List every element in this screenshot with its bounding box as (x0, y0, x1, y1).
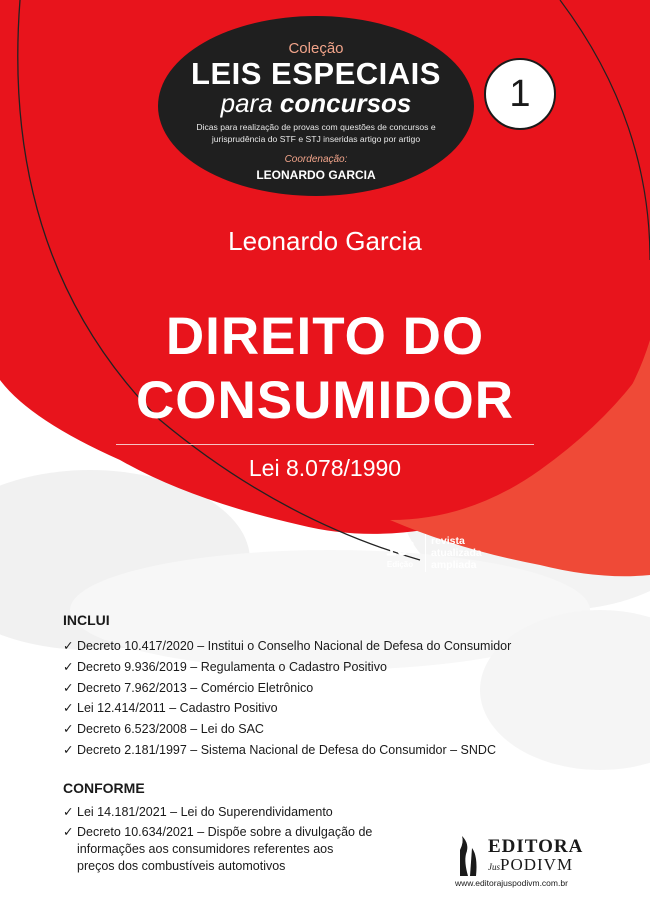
list-item-text: Decreto 10.417/2020 – Institui o Conselho Nacional de Defesa do Consumidor (77, 639, 512, 653)
list-item-text: Decreto 10.634/2021 – Dispõe sobre a divulgação de (77, 825, 373, 839)
list-item-text: Decreto 6.523/2008 – Lei do SAC (77, 722, 264, 737)
series-title-concursos: concursos (279, 88, 412, 118)
edition-note-ampliada: ampliada (431, 559, 477, 571)
publisher-url: www.editorajuspodivm.com.br (455, 878, 568, 888)
list-item-text: Lei 14.181/2021 – Lei do Superendividamento (77, 805, 333, 819)
publisher-name-podivm: PODIVM (500, 855, 574, 874)
edition-number-sup: a (407, 537, 415, 551)
check-icon: ✓ (63, 659, 74, 674)
list-item-text: preços dos combustíveis automotivos (77, 859, 286, 873)
series-colecao: Coleção (288, 40, 344, 57)
author-name: Leonardo Garcia (228, 226, 422, 256)
list-item (63, 698, 543, 719)
publisher-name-ius: Jus (488, 862, 500, 872)
book-title-line2: CONSUMIDOR (135, 371, 515, 430)
conforme-heading: CONFORME (63, 780, 145, 796)
coordination-label: Coordenação: (284, 154, 348, 165)
list-item (63, 636, 543, 657)
inclui-list (63, 636, 543, 761)
check-icon: ✓ (63, 805, 74, 819)
coordinator-name: LEONARDO GARCIA (256, 168, 376, 182)
series-title-para: para (220, 88, 273, 118)
check-icon: ✓ (63, 742, 74, 757)
book-title-line1: DIREITO DO (165, 307, 485, 366)
check-icon: ✓ (63, 722, 74, 737)
law-reference: Lei 8.078/1990 (248, 455, 402, 481)
inclui-heading: INCLUI (63, 612, 110, 628)
publisher-flame-icon (452, 836, 486, 880)
list-item-text: Lei 12.414/2011 – Cadastro Positivo (77, 701, 278, 716)
list-item-text: informações aos consumidores referentes aos (77, 842, 334, 856)
edition-note-revista: revista (431, 535, 465, 547)
list-item-text: Decreto 2.181/1997 – Sistema Nacional de Defesa do Consumidor – SNDC (77, 742, 496, 757)
title-divider (116, 444, 534, 445)
edition-divider (425, 534, 426, 572)
edition-notes (431, 535, 482, 571)
edition-note-atualizada: atualizada (431, 547, 482, 559)
list-item-text: Decreto 9.936/2019 – Regulamenta o Cadastro Positivo (77, 659, 387, 674)
series-title-line1: LEIS ESPECIAIS (191, 56, 441, 91)
publisher-name-line1: EDITORA (488, 836, 584, 857)
publisher-name-line2 (488, 855, 573, 875)
list-item-text: Decreto 7.962/2013 – Comércio Eletrônico (77, 680, 314, 695)
list-item (63, 719, 543, 740)
edition-number (378, 534, 422, 560)
publisher-logo (452, 836, 602, 884)
check-icon: ✓ (63, 701, 74, 716)
series-tagline: Dicas para realização de provas com questões de concursos e jurisprudência do STF e STJ inseridas artigo por artigo (196, 122, 436, 144)
series-badge (160, 18, 472, 196)
volume-number-badge: 1 (484, 58, 556, 130)
check-icon: ✓ (63, 639, 74, 653)
list-item (63, 657, 543, 678)
list-item (63, 740, 543, 761)
series-title-line2 (160, 88, 472, 119)
edition-number-value: 16 (385, 538, 408, 561)
check-icon: ✓ (63, 825, 74, 839)
list-item (63, 678, 543, 699)
list-item (63, 804, 543, 821)
edition-label: Edição (386, 559, 414, 569)
check-icon: ✓ (63, 680, 74, 695)
edition-badge (378, 534, 422, 569)
